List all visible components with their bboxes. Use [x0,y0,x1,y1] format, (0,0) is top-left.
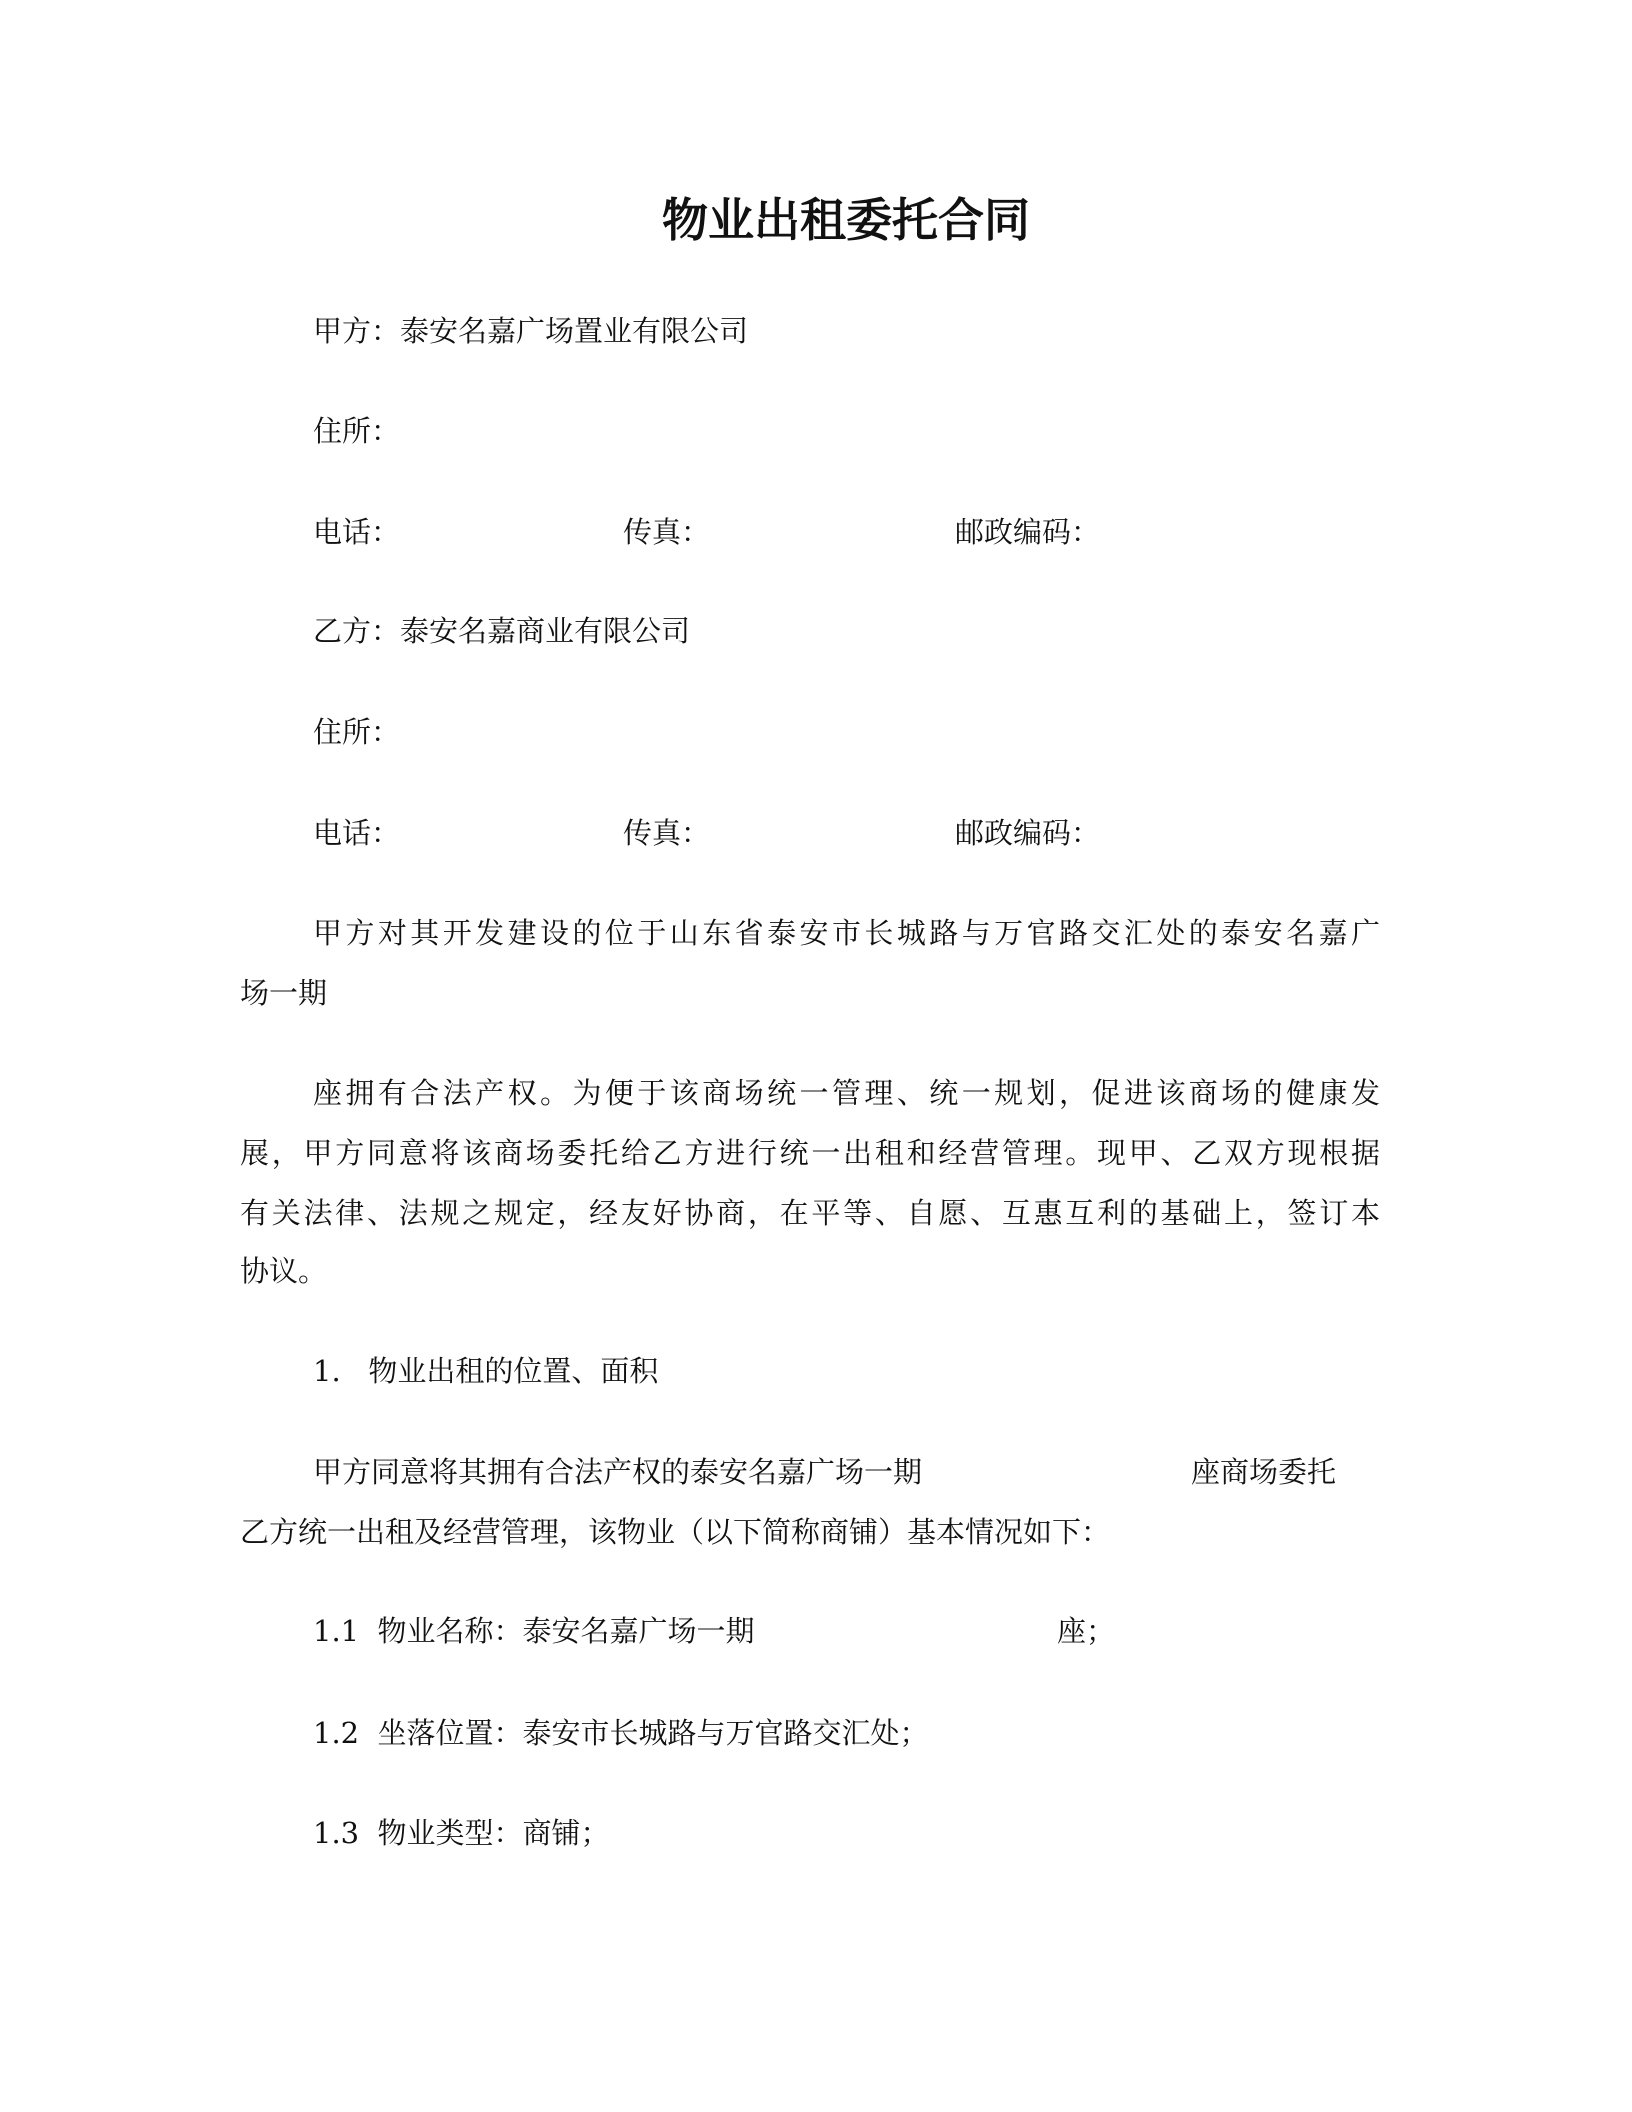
item-1-1-suffix: 座； [1057,1614,1116,1648]
party-a-fax: 传真： [623,515,711,549]
para1-line: 甲方对其开发建设的位于山东省泰安市长城路与万官路交汇处的泰安名嘉广 [313,916,1380,950]
para2-line: 座拥有合法产权。为便于该商场统一管理、统一规划，促进该商场的健康发 [313,1076,1380,1110]
party-b-fax: 传真： [623,816,711,850]
party-a-address: 住所： [313,414,401,448]
party-b-postcode: 邮政编码： [955,816,1101,850]
party-b-phone: 电话： [313,816,401,850]
party-a-phone: 电话： [313,515,401,549]
document-title: 物业出租委托合同 [662,193,1030,247]
para2-line: 有关法律、法规之规定，经友好协商，在平等、自愿、互惠互利的基础上，签订本 [240,1196,1380,1230]
section-1-intro: 甲方同意将其拥有合法产权的泰安名嘉广场一期 [313,1455,923,1489]
party-b-address: 住所： [313,715,401,749]
item-1-2: 1.2 坐落位置：泰安市长城路与万官路交汇处； [313,1716,929,1750]
para2-line: 协议。 [240,1254,328,1288]
section-1-intro-cont: 座商场委托 [1191,1455,1337,1489]
section-1-heading: 1. 物业出租的位置、面积 [313,1354,659,1388]
party-b-name: 乙方：泰安名嘉商业有限公司 [313,614,691,648]
item-1-3: 1.3 物业类型：商铺； [313,1816,610,1850]
para1-line: 场一期 [240,976,328,1010]
party-a-postcode: 邮政编码： [955,515,1101,549]
item-1-1: 1.1 物业名称：泰安名嘉广场一期 [313,1614,755,1648]
para2-line: 展，甲方同意将该商场委托给乙方进行统一出租和经营管理。现甲、乙双方现根据 [240,1136,1380,1170]
party-a-name: 甲方：泰安名嘉广场置业有限公司 [313,314,749,348]
section-1-intro-line2: 乙方统一出租及经营管理，该物业（以下简称商铺）基本情况如下： [240,1515,1111,1549]
